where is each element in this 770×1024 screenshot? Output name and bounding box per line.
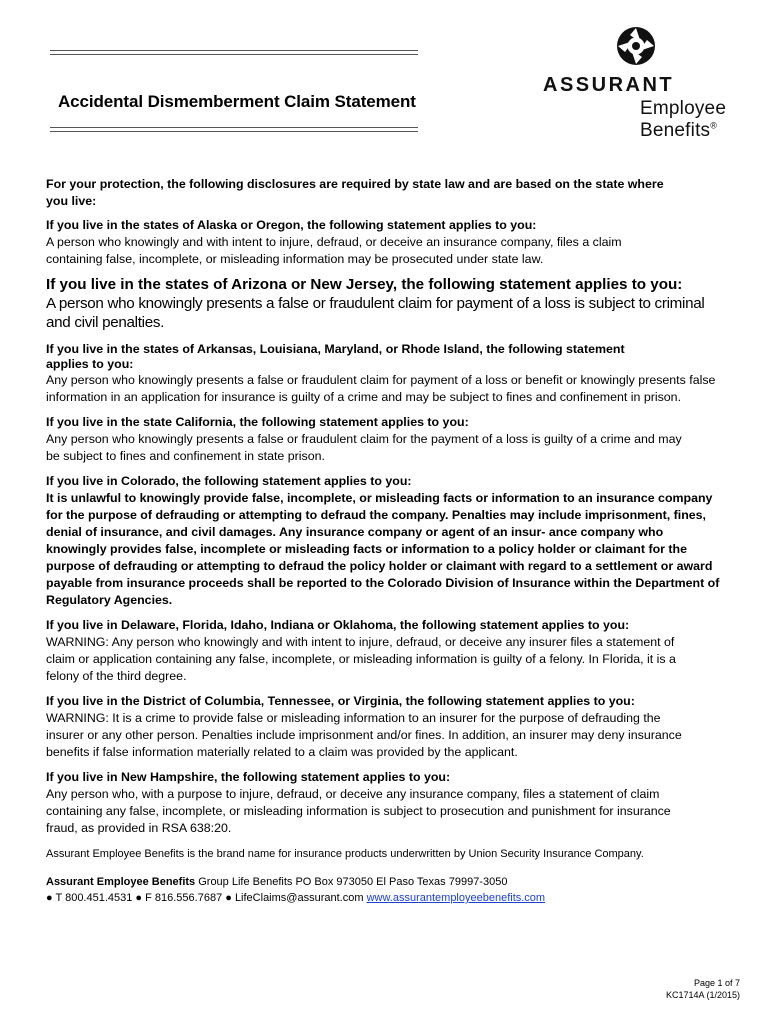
section-body: Any person who knowingly presents a false or fraudulent claim for the payment of a loss is guilty of a crime and may be subject to fines and confinement in state prison. — [46, 432, 682, 463]
section-body: Any person who, with a purpose to injure, defraud, or deceive any insurance company, files a statement of claim containing any false, incomplete, or misleading information is subject to prosecution and punishment for insurance fraud, as provided in RSA 638:20. — [46, 787, 671, 835]
section-dc-group — [46, 693, 722, 761]
section-heading: If you live in Delaware, Florida, Idaho, Indiana or Oklahoma, the following statement applies to you: — [46, 618, 630, 632]
logo-line-benefits: Benefits® — [640, 120, 718, 141]
page-number: Page 1 of 7 — [693, 978, 740, 988]
section-body: WARNING: Any person who knowingly and with intent to injure, defraud, or deceive any insurer files a statement of claim or application containing any false, incomplete, or misleading information is guilty of a felony. In Florida, it is a felony of the third degree. — [46, 635, 676, 683]
title-top-rule — [50, 50, 418, 55]
page-footer — [666, 977, 740, 1001]
section-heading: If you live in the states of Arkansas, Louisiana, Maryland, or Rhode Island, the following statement applies to you: — [46, 342, 625, 371]
page-title: Accidental Dismemberment Claim Statement — [58, 92, 416, 111]
brand-note: Assurant Employee Benefits is the brand name for insurance products underwritten by Union Security Insurance Company. — [46, 848, 644, 860]
contact-block — [46, 874, 722, 906]
title-bottom-rule — [50, 127, 418, 132]
section-heading: If you live in the District of Columbia, Tennessee, or Virginia, the following statement applies to you: — [46, 694, 635, 708]
section-heading: If you live in the states of Alaska or Oregon, the following statement applies to you: — [46, 218, 537, 232]
intro-text: For your protection, the following disclosures are required by state law and are based on the state where you live: — [46, 177, 664, 208]
website-link[interactable]: www.assurantemployeebenefits.com — [366, 892, 546, 904]
section-arkansas-group — [46, 342, 722, 406]
section-body: A person who knowingly presents a false or fraudulent claim for payment of a loss is subject to criminal and civil penalties. — [46, 295, 705, 331]
contact-address: Group Life Benefits PO Box 973050 El Paso Texas 79997-3050 — [198, 876, 508, 888]
assurant-logo — [543, 26, 733, 146]
section-alaska-oregon — [46, 217, 722, 268]
section-heading: If you live in the states of Arizona or New Jersey, the following statement applies to you: — [46, 276, 683, 293]
section-arizona-newjersey — [46, 275, 722, 332]
section-new-hampshire — [46, 769, 722, 837]
section-heading: If you live in New Hampshire, the following statement applies to you: — [46, 770, 451, 784]
section-heading: If you live in Colorado, the following statement applies to you: — [46, 474, 412, 488]
contact-phone: ● T 800.451.4531 ● F 816.556.7687 ● LifeClaims@assurant.com — [46, 892, 364, 904]
section-colorado — [46, 473, 722, 609]
assurant-circle-mark-icon — [616, 26, 656, 66]
section-body: A person who knowingly and with intent to injure, defraud, or deceive an insurance company, files a claim containing false, incomplete, or misleading information may be prosecuted under state law. — [46, 235, 622, 266]
logo-line-employee: Employee — [640, 98, 727, 119]
section-body: Any person who knowingly presents a false or fraudulent claim for payment of a loss or benefit or knowingly presents false information in an application for insurance is guilty of a crime and may be subject to fines and confinement in prison. — [46, 373, 716, 404]
form-code: KC1714A (1/2015) — [665, 990, 740, 1000]
contact-phone-line — [46, 890, 722, 906]
section-delaware-group — [46, 617, 722, 685]
section-heading: If you live in the state California, the following statement applies to you: — [46, 415, 469, 429]
logo-brand-text: ASSURANT — [543, 74, 675, 96]
contact-address-line — [46, 874, 722, 890]
disclosures — [46, 176, 722, 906]
section-body: WARNING: It is a crime to provide false or misleading information to an insurer for the purpose of defrauding the insurer or any other person. Penalties include imprisonment and/or fines. In addition, an insurer may deny insurance benefits if false information materially related to a claim was provided by the applicant. — [46, 711, 682, 759]
section-california — [46, 414, 722, 465]
contact-company: Assurant Employee Benefits — [46, 876, 196, 888]
section-body: It is unlawful to knowingly provide false, incomplete, or misleading facts or information to an insurance company for the purpose of defrauding or attempting to defraud the company. Penalties may include imprisonment, fines, denial of insurance, and civil damages. Any insurance company or agent of an insur- ance company who knowingly provides false, incomplete or misleading facts or information to a policy holder or claimant for the purpose of defrauding or attempting to defraud the policy holder or claimant with regard to a settlement or award payable from insurance proceeds shall be reported to the Colorado Division of Insurance within the Department of Regulatory Agencies. — [46, 491, 720, 607]
